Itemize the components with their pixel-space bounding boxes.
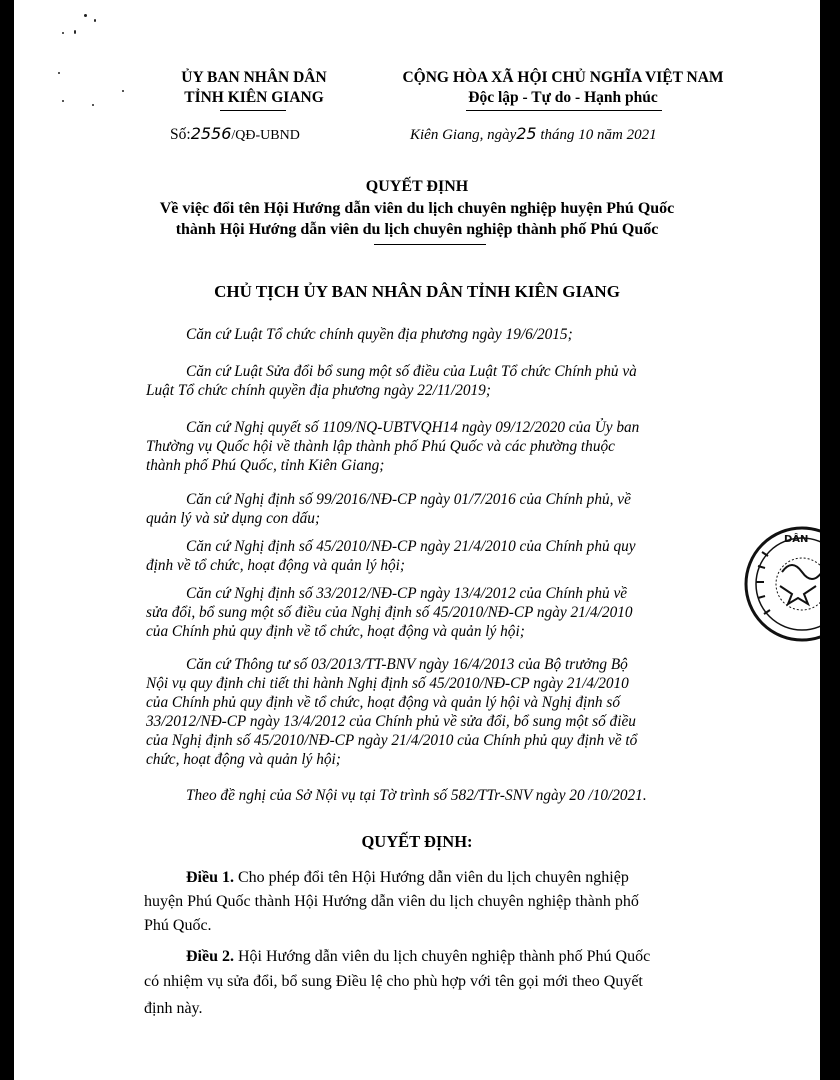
legal-basis-line: định về tổ chức, hoạt động và quản lý hội; (146, 557, 405, 574)
legal-basis-line: Luật Tổ chức chính quyền địa phương ngày 22/11/2019; (146, 382, 491, 399)
national-motto: Độc lập - Tự do - Hạnh phúc (468, 89, 658, 106)
scan-speck (74, 30, 76, 34)
scan-speck (94, 19, 96, 22)
legal-basis-line: Căn cứ Nghị định số 33/2012/NĐ-CP ngày 13/4/2012 của Chính phủ về (186, 585, 628, 602)
document-page (14, 0, 820, 1080)
document-number (170, 124, 300, 146)
article-2-text: Hội Hướng dẫn viên du lịch chuyên nghiệp thành phố Phú Quốc (238, 948, 651, 965)
issuer-line-1: ỦY BAN NHÂN DÂN (181, 69, 327, 86)
document-number-handwritten: 2556 (190, 124, 232, 143)
scan-speck (122, 90, 124, 92)
legal-basis-line: Căn cứ Nghị định số 45/2010/NĐ-CP ngày 21/4/2010 của Chính phủ quy (186, 538, 636, 555)
document-subtitle-line-2: thành Hội Hướng dẫn viên du lịch chuyên nghiệp thành phố Phú Quốc (175, 221, 659, 238)
document-subtitle-line-1: Về việc đổi tên Hội Hướng dẫn viên du lịch chuyên nghiệp huyện Phú Quốc (159, 200, 675, 217)
article-2-line-3: định này. (144, 1000, 203, 1017)
decision-heading: QUYẾT ĐỊNH: (361, 832, 473, 851)
legal-basis-line: Căn cứ Thông tư số 03/2013/TT-BNV ngày 16/4/2013 của Bộ trưởng Bộ (186, 656, 628, 673)
motto-underline (466, 110, 662, 111)
legal-basis-line: Căn cứ Luật Tổ chức chính quyền địa phương ngày 19/6/2015; (186, 326, 573, 343)
issue-date-suffix: tháng 10 năm 2021 (540, 127, 657, 143)
document-title: QUYẾT ĐỊNH (365, 178, 469, 195)
legal-basis-line: Căn cứ Luật Sửa đổi bổ sung một số điều của Luật Tổ chức Chính phủ và (186, 363, 637, 380)
seal-text-fragment: DÂN (784, 534, 809, 545)
national-title: CỘNG HÒA XÃ HỘI CHỦ NGHĨA VIỆT NAM (402, 69, 724, 86)
legal-basis-line: của Chính phủ quy định về tổ chức, hoạt động và quản lý hội; (146, 623, 525, 640)
scan-speck (58, 72, 60, 74)
issuer-underline (220, 110, 286, 111)
article-2-line-1 (186, 943, 650, 971)
legal-basis-line: quản lý và sử dụng con dấu; (146, 510, 321, 527)
article-1-line-3: Phú Quốc. (144, 917, 212, 934)
official-seal-icon (732, 522, 820, 642)
legal-basis-line: Nội vụ quy định chi tiết thi hành Nghị định số 45/2010/NĐ-CP ngày 21/4/2010 (146, 675, 629, 692)
article-1-label: Điều 1. (186, 869, 234, 886)
issue-date-handwritten: 25 (516, 124, 537, 143)
article-2-label: Điều 2. (186, 948, 234, 965)
scan-speck (84, 14, 87, 17)
legal-basis-line: của Chính phủ quy định về tổ chức, hoạt động và quản lý hội và Nghị định số (146, 694, 620, 711)
issue-date (410, 124, 657, 145)
scan-speck (62, 100, 64, 102)
authority-heading: CHỦ TỊCH ỦY BAN NHÂN DÂN TỈNH KIÊN GIANG (214, 282, 620, 301)
legal-basis-line: Theo đề nghị của Sở Nội vụ tại Tờ trình số 582/TTr-SNV ngày 20 /10/2021. (186, 787, 647, 804)
legal-basis-line: sửa đổi, bổ sung một số điều của Nghị định số 45/2010/NĐ-CP ngày 21/4/2010 (146, 604, 633, 621)
issuer-line-2: TỈNH KIÊN GIANG (184, 89, 324, 106)
article-2-line-2: có nhiệm vụ sửa đổi, bổ sung Điều lệ cho phù hợp với tên gọi mới theo Quyết (144, 973, 643, 990)
document-number-prefix: Số: (170, 126, 191, 143)
article-1-text: Cho phép đổi tên Hội Hướng dẫn viên du lịch chuyên nghiệp (238, 869, 629, 886)
legal-basis-line: Căn cứ Nghị quyết số 1109/NQ-UBTVQH14 ngày 09/12/2020 của Ủy ban (186, 419, 640, 436)
legal-basis-line: Căn cứ Nghị định số 99/2016/NĐ-CP ngày 01/7/2016 của Chính phủ, về (186, 491, 631, 508)
legal-basis-line: chức, hoạt động và quản lý hội; (146, 751, 341, 768)
legal-basis-line: Thường vụ Quốc hội về thành lập thành phố Phú Quốc và các phường thuộc (146, 438, 615, 455)
scan-speck (92, 104, 94, 106)
issue-date-prefix: Kiên Giang, ngày (410, 127, 517, 143)
scan-speck (62, 32, 64, 34)
legal-basis-line: 33/2012/NĐ-CP ngày 13/4/2012 của Chính phủ về sửa đổi, bổ sung một số điều (146, 713, 636, 730)
document-number-suffix: /QĐ-UBND (231, 128, 300, 143)
title-underline (374, 244, 486, 245)
legal-basis-line: của Nghị định số 45/2010/NĐ-CP ngày 21/4/2010 của Chính phủ quy định về tổ (146, 732, 638, 749)
article-1-line-2: huyện Phú Quốc thành Hội Hướng dẫn viên du lịch chuyên nghiệp thành phố (144, 893, 639, 910)
legal-basis-line: thành phố Phú Quốc, tỉnh Kiên Giang; (146, 457, 385, 474)
